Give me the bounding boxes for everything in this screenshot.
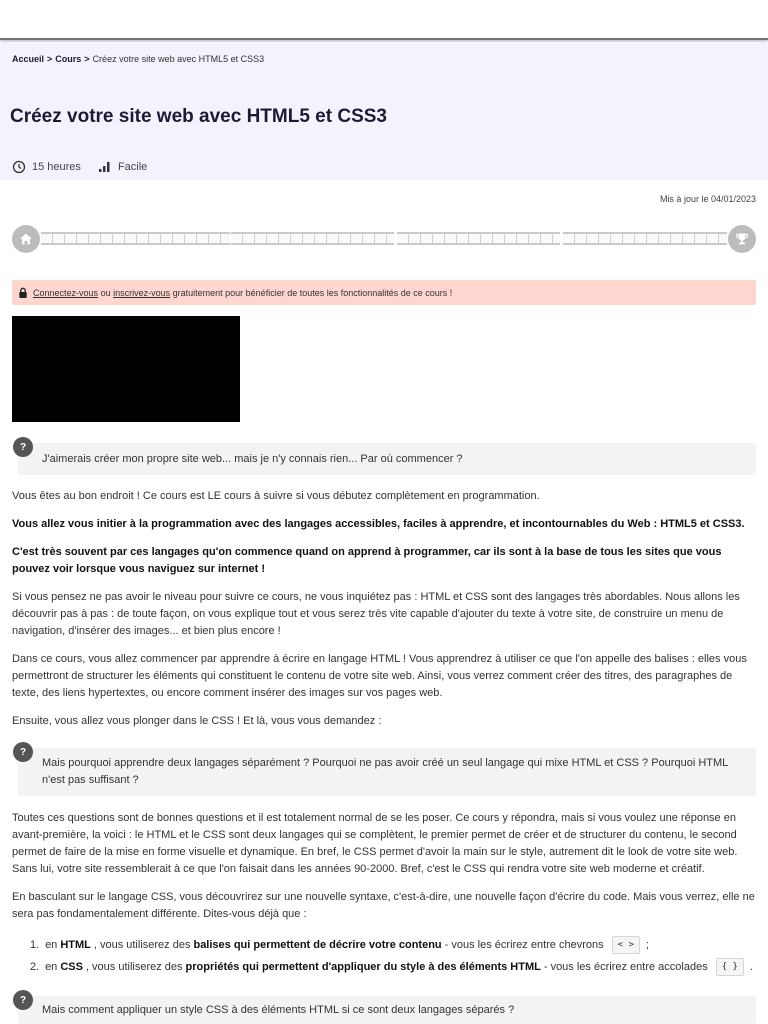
login-notice (12, 280, 756, 305)
question-callout (18, 996, 756, 1024)
question-callout (18, 443, 756, 475)
list-item (30, 956, 756, 978)
course-end-button[interactable] (728, 225, 756, 253)
question-icon: ? (13, 437, 33, 457)
list-text: - vous les écrirez entre chevrons (444, 939, 604, 951)
paragraph-emphasis: Vous allez vous initier à la programmation avec des langages accessibles, faciles à apprendre, et incontournables du Web : HTML5 et CSS3. (12, 518, 745, 530)
list-text: en (45, 939, 58, 951)
callout-text: Mais pourquoi apprendre deux langages séparément ? Pourquoi ne pas avoir créé un seul langage qui mixe HTML et CSS ? Pourquoi HTML n'est pas suffisant ? (42, 757, 728, 786)
paragraph: Vous êtes au bon endroit ! Ce cours est LE cours à suivre si vous débutez complètement en programmation. (12, 490, 540, 502)
list-language: CSS (60, 961, 83, 973)
list-text: en (45, 961, 58, 973)
list-text: , vous utiliserez des (93, 939, 191, 951)
course-start-button[interactable] (12, 225, 40, 253)
question-icon: ? (13, 742, 33, 762)
page-title: Créez votre site web avec HTML5 et CSS3 (10, 106, 387, 127)
breadcrumb-home-link[interactable]: Accueil (12, 54, 45, 64)
login-link[interactable]: Connectez-vous (33, 287, 99, 298)
list-strong: balises qui permettent de décrire votre contenu (193, 939, 442, 951)
difficulty-label: Facile (117, 161, 148, 173)
list-text: , vous utiliserez des (85, 961, 183, 973)
top-navigation-bar (0, 0, 768, 40)
duration-label: 15 heures (32, 161, 81, 173)
question-icon: ? (13, 990, 33, 1010)
progress-segment[interactable] (41, 232, 230, 245)
list-language: HTML (60, 939, 91, 951)
course-header (0, 42, 768, 180)
breadcrumb (12, 54, 264, 64)
paragraph: En basculant sur le langage CSS, vous découvrirez sur une nouvelle syntaxe, c'est-à-dire, une nouvelle façon d'écrire du code. Mais vous verrez, elle ne sera pas fondamentalement différente. Dites-vous déjà que : (12, 891, 755, 920)
paragraph: Si vous pensez ne pas avoir le niveau pour suivre ce cours, ne vous inquiétez pas : HTML et CSS sont des langages très abordables. Nous allons les découvrir pas à pas : de toute façon, on vous explique tout et vous serez très vite capable d'ajouter du texte à votre site, de construire un menu de navigation, d'insérer des images... et bien plus encore ! (12, 591, 740, 637)
code-chip: < > (612, 936, 640, 954)
list-text: . (749, 961, 754, 973)
paragraph-emphasis: C'est très souvent par ces langages qu'on commence quand on apprend à programmer, car ils sont à la base de tous les sites que vous pouvez voir lorsque vous naviguez sur internet ! (12, 546, 722, 575)
course-meta (12, 160, 164, 174)
paragraph: Toutes ces questions sont de bonnes questions et il est totalement normal de se les poser. Ce cours y répondra, mais si vous voulez une réponse en avant-première, la voici : le HTML et le CSS sont deux langages qui se complètent, le premier permet de créer et de structurer du contenu, le second permet de faire de la mise en forme visuelle et dynamique. En bref, le CSS permet d'avoir la main sur le style, autrement dit le look de votre site web. Sans lui, votre site ressemblerait à ce que l'on faisait dans les années 90-2000. Bref, c'est le CSS qui rendra votre site web moderne et créatif. (12, 812, 738, 875)
list-number: 2. (30, 961, 40, 973)
breadcrumb-courses-link[interactable]: Cours (55, 54, 82, 64)
course-video-player[interactable] (12, 316, 240, 422)
breadcrumb-separator: > (84, 54, 90, 64)
breadcrumb-separator: > (47, 54, 53, 64)
list-number: 1. (30, 939, 40, 951)
callout-text: J'aimerais créer mon propre site web... mais je n'y connais rien... Par où commencer ? (42, 452, 463, 465)
list-item (30, 934, 756, 956)
list-text: - vous les écrirez entre accolades (543, 961, 708, 973)
home-icon (18, 231, 34, 247)
clock-icon (12, 160, 26, 174)
paragraph: Dans ce cours, vous allez commencer par apprendre à écrire en langage HTML ! Vous apprendrez à utiliser ce que l'on appelle des balises : elles vous permettront de structurer les éléments qui constituent le contenu de votre site web. Ainsi, vous verrez comment créer des titres, des paragraphes de texte, des liens hypertextes, ou encore comment insérer des images sur vos pages web. (12, 653, 747, 699)
code-chip: { } (716, 958, 744, 976)
callout-text: Mais comment appliquer un style CSS à des éléments HTML si ce sont deux langages séparés ? (42, 1003, 515, 1016)
progress-segment[interactable] (563, 232, 727, 245)
course-duration (12, 160, 81, 174)
list-strong: propriétés qui permettent d'appliquer du style à des éléments HTML (185, 961, 541, 973)
course-difficulty (98, 160, 147, 174)
list-text: ; (645, 939, 649, 951)
course-progress-bar (12, 225, 756, 253)
question-callout (18, 748, 756, 796)
last-updated: Mis à jour le 04/01/2023 (659, 194, 756, 204)
register-link[interactable]: inscrivez-vous (113, 287, 171, 298)
lock-icon (18, 287, 28, 299)
notice-text: gratuitement pour bénéficier de toutes les fonctionnalités de ce cours ! (172, 287, 453, 298)
paragraph: Ensuite, vous allez vous plonger dans le CSS ! Et là, vous vous demandez : (12, 715, 382, 727)
breadcrumb-current: Créez votre site web avec HTML5 et CSS3 (92, 54, 265, 64)
trophy-icon (734, 231, 750, 247)
syntax-list (30, 934, 756, 978)
notice-or: ou (100, 287, 111, 298)
progress-segment[interactable] (231, 232, 394, 245)
signal-bars-icon (98, 160, 112, 174)
progress-segment[interactable] (397, 232, 560, 245)
